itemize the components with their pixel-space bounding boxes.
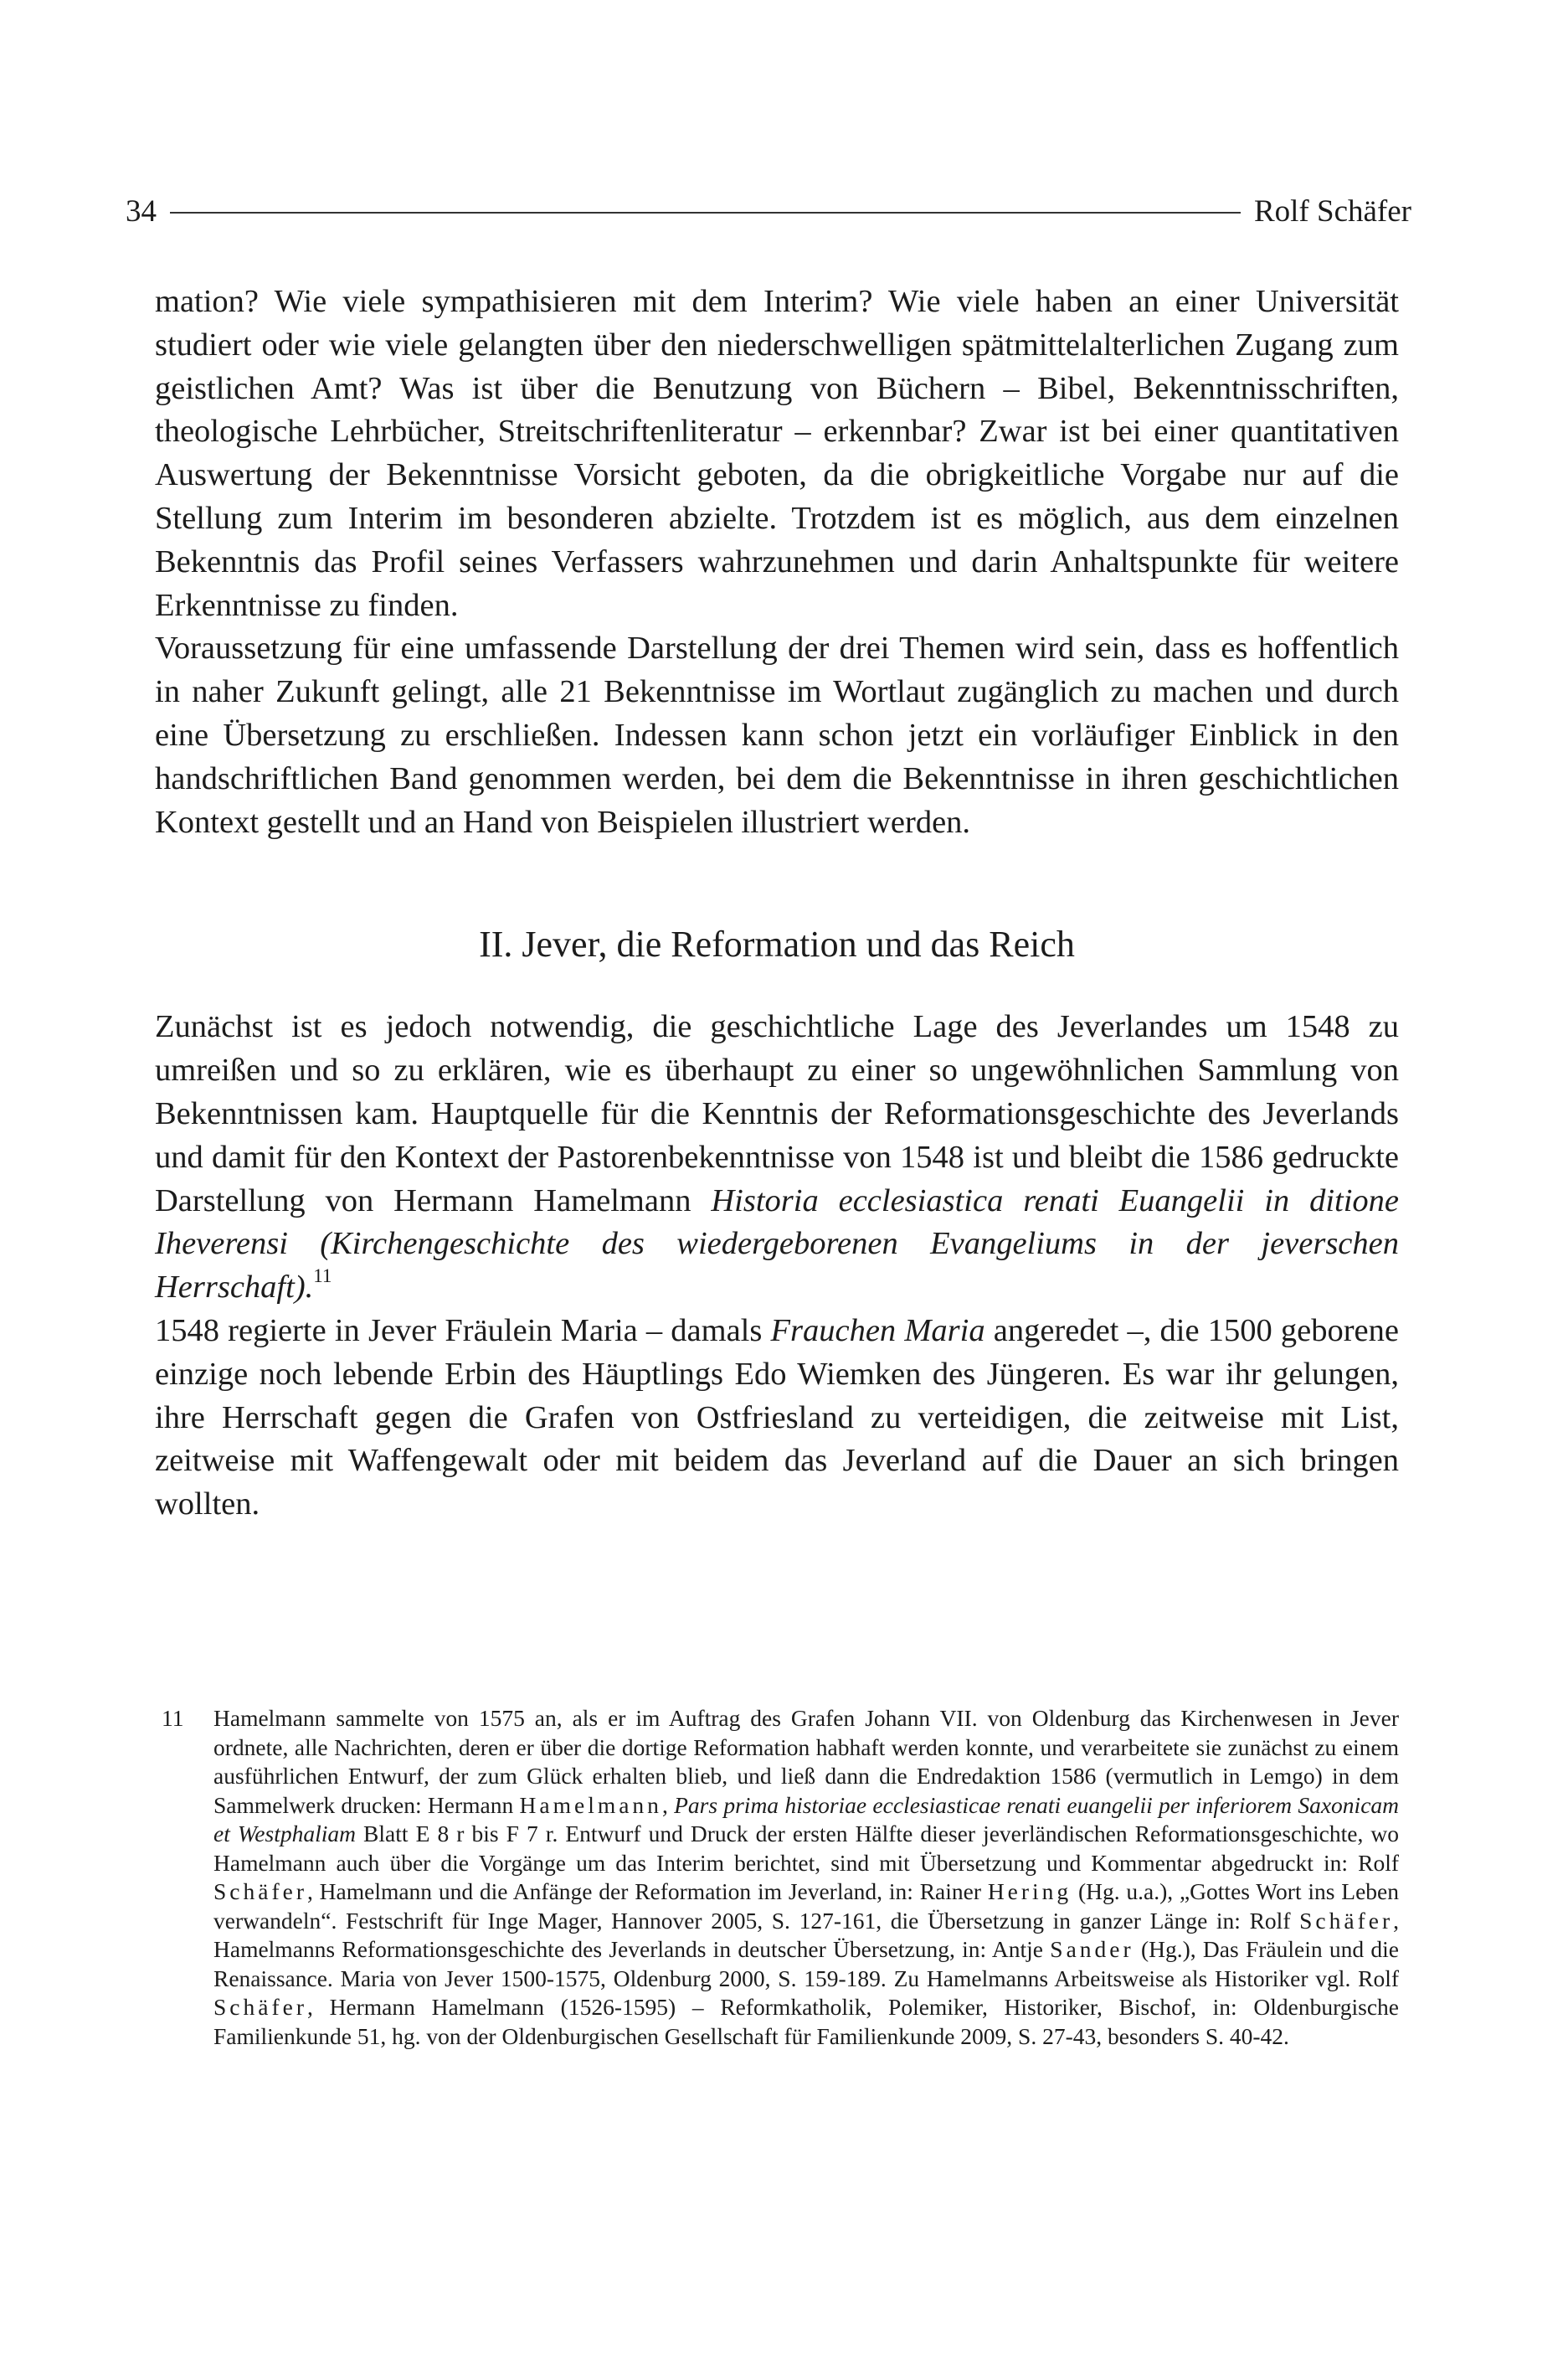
footnote-reference[interactable]: 11 — [313, 1265, 332, 1287]
footnote-text-3: Blatt E 8 r bis F 7 r. Entwurf und Druck der ersten Hälfte dieser jeverländischen Reformationsgeschichte, wo Hamelmann auch über die Vorgänge um das Interim berichtet, sind mit Übersetzung und Kommentar abgedruckt in: Rolf — [213, 1821, 1399, 1876]
running-author: Rolf Schäfer — [1253, 193, 1411, 229]
paragraph-4-text-b: angeredet –, die 1500 geborene einzige noch lebende Erbin des Häuptlings Edo Wiemken des Jüngeren. Es war ihr gelungen, ihre Herrschaft gegen die Grafen von Ostfriesland zu verteidigen, die zeitweise mit List, zeitweise mit Waffengewalt oder mit beidem das Jeverland auf die Dauer an sich bringen wollten. — [155, 1312, 1399, 1522]
page-number: 34 — [126, 193, 157, 229]
footnote-author-schaefer-3: Schäfer — [213, 1994, 307, 2020]
footnote-text-5: (Hg. u.a.), „Gottes Wort ins Leben verwandeln“. Festschrift für Inge Mager, Hannover 2005, S. 127-161, die Übersetzung in ganzer Länge in: Rolf — [213, 1878, 1399, 1934]
footnote-text-8: , Hermann Hamelmann (1526-1595) – Reformkatholik, Polemiker, Historiker, Bischof, in: Oldenburgische Familienkunde 51, hg. von der Oldenburgischen Gesellschaft für Familienkunde 2009, S. 27-43, besonders S. 40-42. — [213, 1994, 1399, 2049]
header-rule — [170, 212, 1241, 214]
footnote-author-sander: Sander — [1050, 1936, 1134, 1962]
main-text — [155, 281, 1399, 1527]
running-header — [126, 186, 1411, 236]
footnote-italic-title: Pars prima historiae ecclesiasticae renati euangelii per inferiorem Saxonicam et Westphaliam — [213, 1791, 1400, 1846]
footnote-author-schaefer-2: Schäfer — [1299, 1907, 1394, 1934]
body-paragraph-1: mation? Wie viele sympathisieren mit dem Interim? Wie viele haben an einer Universität studiert oder wie viele gelangten über den niederschwelligen spätmittelalterlichen Zugang zum geistlichen Amt? Was ist über die Benutzung von Büchern – Bibel, Bekenntnisschriften, theologische Lehrbücher, Streitschriftenliteratur – erkennbar? Zwar ist bei einer quantitativen Auswertung der Bekenntnisse Vorsicht geboten, da die obrigkeitliche Vorgabe nur auf die Stellung zum Interim im besonderen abzielte. Trotzdem ist es möglich, aus dem einzelnen Bekenntnis das Profil seines Verfassers wahrzunehmen und darin Anhaltspunkte für weitere Erkenntnisse zu finden. — [155, 284, 1399, 623]
section-heading: II. Jever, die Reformation und das Reich — [479, 924, 1075, 966]
body-paragraph-4 — [155, 1310, 1399, 1527]
footnotes — [155, 1704, 1399, 2051]
footnote-number: 11 — [162, 1705, 184, 1731]
paragraph-4-italic: Frauchen Maria — [770, 1312, 985, 1348]
footnote-11 — [155, 1704, 1399, 2051]
footnote-author-schaefer-1: Schäfer — [213, 1878, 307, 1904]
paragraph-3-text: Zunächst ist es jedoch notwendig, die geschichtliche Lage des Jeverlandes um 1548 zu umreißen und so zu erklären, wie es überhaupt zu einer so ungewöhnlichen Sammlung von Bekenntnissen kam. Hauptquelle für die Kenntnis der Reformationsgeschichte des Jeverlands und damit für den Kontext der Pastorenbekenntnisse von 1548 ist und bleibt die 1586 gedruckte Darstellung von Hermann Hamelmann — [155, 1009, 1399, 1218]
paragraph-3-italic-title: Historia ecclesiastica renati Euangelii in ditione Iheverensi (Kirchengeschichte des wiedergeborenen Evangeliums in der jeverschen Herrschaft). — [155, 1182, 1400, 1306]
footnote-text-2: , — [661, 1791, 675, 1818]
footnote-author-hering: Hering — [987, 1878, 1072, 1904]
footnote-author-hamelmann: Hamelmann — [519, 1791, 662, 1818]
paragraph-4-text-a: 1548 regierte in Jever Fräulein Maria – damals — [155, 1312, 771, 1348]
footnote-text-1: Hamelmann sammelte von 1575 an, als er im Auftrag des Grafen Johann VII. von Oldenburg das Kirchenwesen in Jever ordnete, alle Nachrichten, deren er über die dortige Reformation habhaft werden konnte, und verarbeitete sie zunächst zu einem ausführlichen Entwurf, der zum Glück erhalten blieb, und ließ dann die Endredaktion 1586 (vermutlich in Lemgo) in dem Sammelwerk drucken: Hermann — [213, 1705, 1399, 1818]
body-paragraph-2: Voraussetzung für eine umfassende Darstellung der drei Themen wird sein, dass es hoffentlich in naher Zukunft gelingt, alle 21 Bekenntnisse im Wortlaut zugänglich zu machen und durch eine Übersetzung zu erschließen. Indessen kann schon jetzt ein vorläufiger Einblick in den handschriftlichen Band genommen werden, bei dem die Bekenntnisse in ihren geschichtlichen Kontext gestellt und an Hand von Beispielen illustriert werden. — [155, 631, 1399, 840]
footnote-text-6: , Hamelmanns Reformationsgeschichte des Jeverlands in deutscher Übersetzung, in: Antje — [213, 1907, 1399, 1962]
footnote-text-4: , Hamelmann und die Anfänge der Reformation im Jeverland, in: Rainer — [306, 1878, 988, 1904]
footnote-text-7: (Hg.), Das Fräulein und die Renaissance. Maria von Jever 1500-1575, Oldenburg 2000, S. 159-189. Zu Hamelmanns Arbeitsweise als Historiker vgl. Rolf — [213, 1936, 1399, 1991]
body-paragraph-3 — [155, 1006, 1399, 1310]
